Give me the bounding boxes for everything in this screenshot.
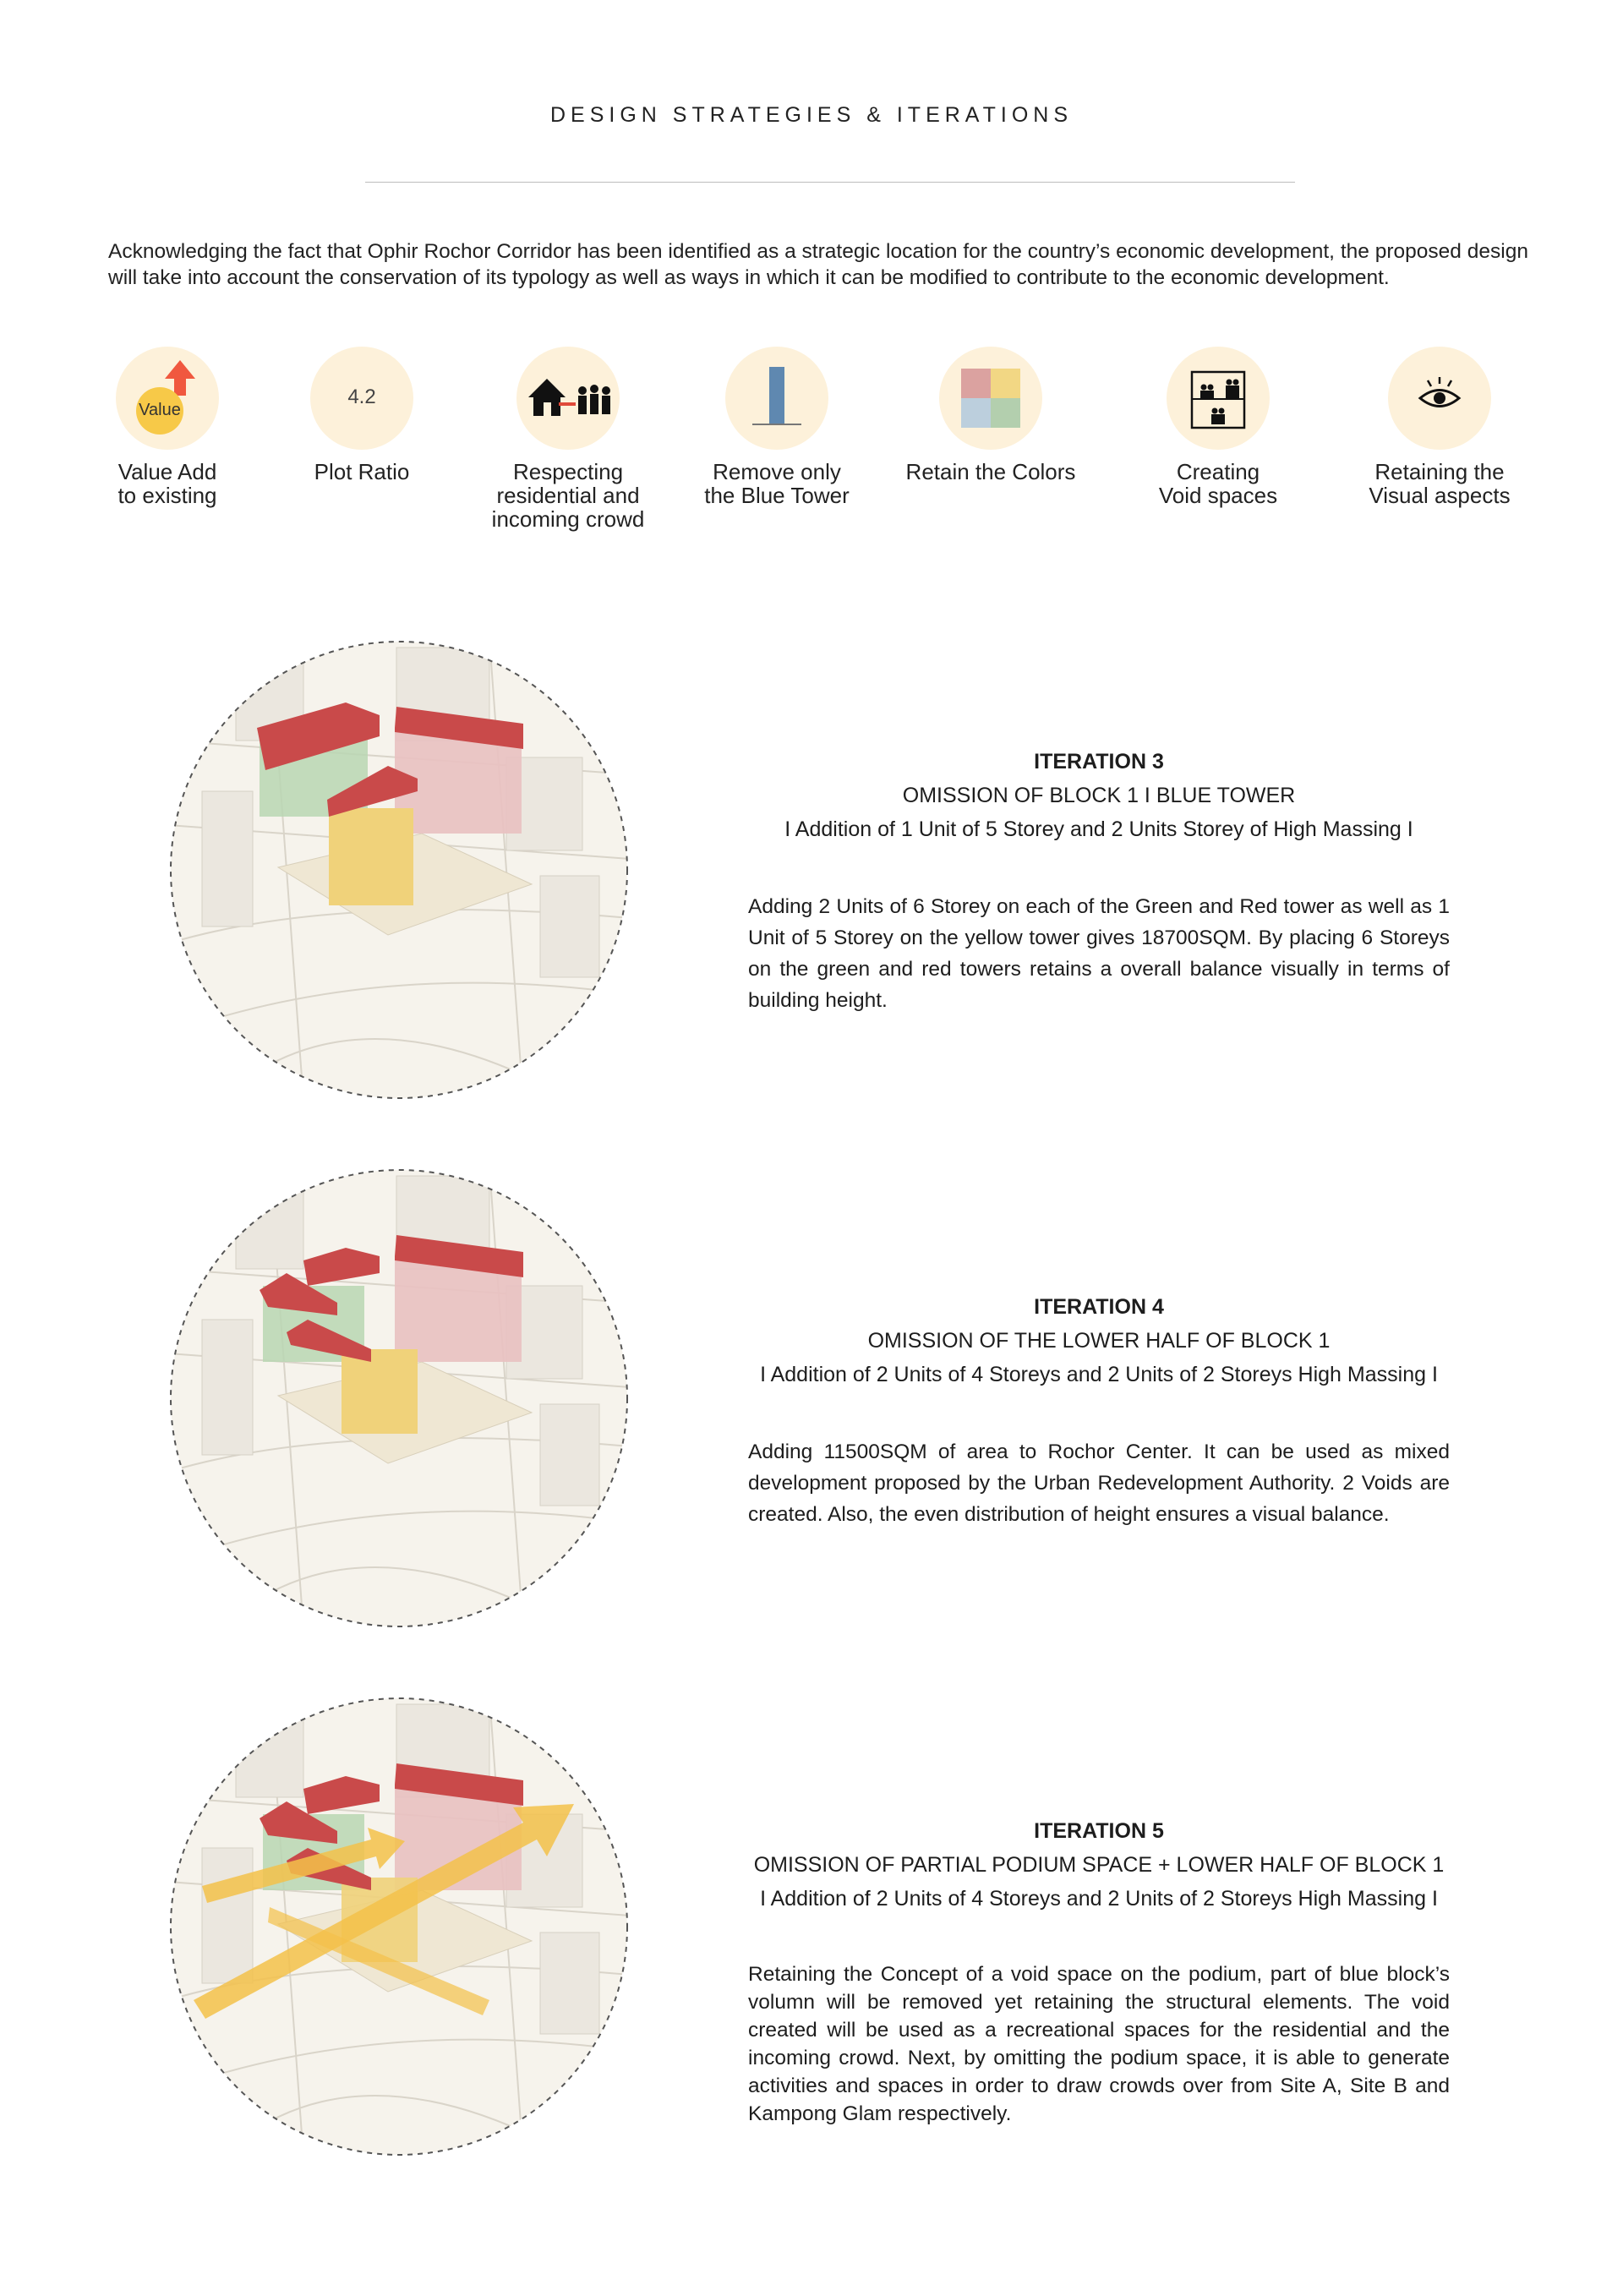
blue-tower-icon (725, 347, 828, 450)
strategy-respecting-crowd (471, 347, 665, 531)
iteration-5-text (748, 1819, 1450, 2128)
strategy-void-spaces (1121, 347, 1315, 507)
strategy-disc (1167, 347, 1270, 450)
iteration-subtitle: OMISSION OF PARTIAL PODIUM SPACE + LOWER HALF OF BLOCK 1 (753, 1853, 1445, 1877)
strategy-label: Value Add to existing (117, 459, 217, 508)
strategy-visual-aspects (1342, 347, 1537, 507)
iteration-4-text (748, 1295, 1450, 1530)
iteration-addition: I Addition of 2 Units of 4 Storeys and 2 Units of 2 Storeys High Massing I (760, 1363, 1438, 1386)
iteration-subtitle: OMISSION OF BLOCK 1 I BLUE TOWER (902, 784, 1296, 807)
strategy-remove-blue-tower (680, 347, 874, 507)
house-and-crowd-icon (516, 347, 620, 450)
iteration-4-massing-diagram (168, 1167, 630, 1629)
strategy-label: Retaining the Visual aspects (1369, 459, 1511, 508)
strategy-disc (1388, 347, 1491, 450)
iteration-body: Adding 11500SQM of area to Rochor Center. It can be used as mixed development proposed by the Urban Redevelopment Authority. 2 Voids are created. Also, the even distribution of height ensures a visual balance. (748, 1440, 1450, 1526)
strategy-disc (116, 347, 219, 450)
iteration-title: ITERATION 3 (1034, 750, 1164, 774)
strategy-label: Respecting residential and incoming crowd (491, 459, 645, 532)
intro-paragraph: Acknowledging the fact that Ophir Rochor Corridor has been identified as a strategic location for the country’s economic development, the proposed design will take into account the conservation of its typology as well as ways in which it can be modified to contribute to the economic development. (108, 240, 1528, 289)
strategy-plot-ratio (265, 347, 459, 484)
strategy-disc (725, 347, 828, 450)
iteration-title: ITERATION 4 (1034, 1295, 1164, 1319)
strategy-disc (516, 347, 620, 450)
iteration-addition: I Addition of 2 Units of 4 Storeys and 2 Units of 2 Storeys High Massing I (760, 1887, 1438, 1911)
value-up-arrow-icon (116, 347, 219, 450)
color-swatches-icon (939, 347, 1042, 450)
value-badge: Value (139, 401, 181, 419)
strategy-disc (939, 347, 1042, 450)
strategy-disc (310, 347, 413, 450)
iteration-3-massing-diagram (168, 639, 630, 1101)
title-divider (365, 182, 1295, 183)
plot-ratio-icon: 4.2 (347, 385, 376, 408)
iteration-5-massing-diagram (168, 1696, 630, 2157)
strategy-label: Retain the Colors (905, 459, 1076, 484)
iteration-title: ITERATION 5 (1034, 1819, 1164, 1843)
strategy-value-add (70, 347, 265, 507)
iteration-3-text (748, 750, 1450, 1016)
page-title: DESIGN STRATEGIES & ITERATIONS (549, 103, 1074, 127)
strategy-retain-colors (893, 347, 1088, 484)
void-spaces-icon (1167, 347, 1270, 450)
iteration-addition: I Addition of 1 Unit of 5 Storey and 2 Units Storey of High Massing I (784, 817, 1413, 841)
iteration-subtitle: OMISSION OF THE LOWER HALF OF BLOCK 1 (867, 1329, 1331, 1353)
iteration-body: Adding 2 Units of 6 Storey on each of the Green and Red tower as well as 1 Unit of 5 Storey on the yellow tower gives 18700SQM. By placing 6 Storeys on the green and red towers retains a overall balance visually in terms of building height. (748, 895, 1450, 1012)
iteration-body: Retaining the Concept of a void space on the podium, part of blue block’s volumn will be removed yet retaining the structural elements. The void created will be used as a recreational spaces for the residential and the incoming crowd. Next, by omitting the podium space, it is able to generate activities and spaces in order to draw crowds over from Site A, Site B and Kampong Glam respectively. (748, 1963, 1450, 2125)
strategy-label: Remove only the Blue Tower (704, 459, 850, 508)
eye-icon (1388, 347, 1491, 450)
strategy-label: Plot Ratio (314, 459, 410, 484)
strategy-label: Creating Void spaces (1158, 459, 1278, 508)
